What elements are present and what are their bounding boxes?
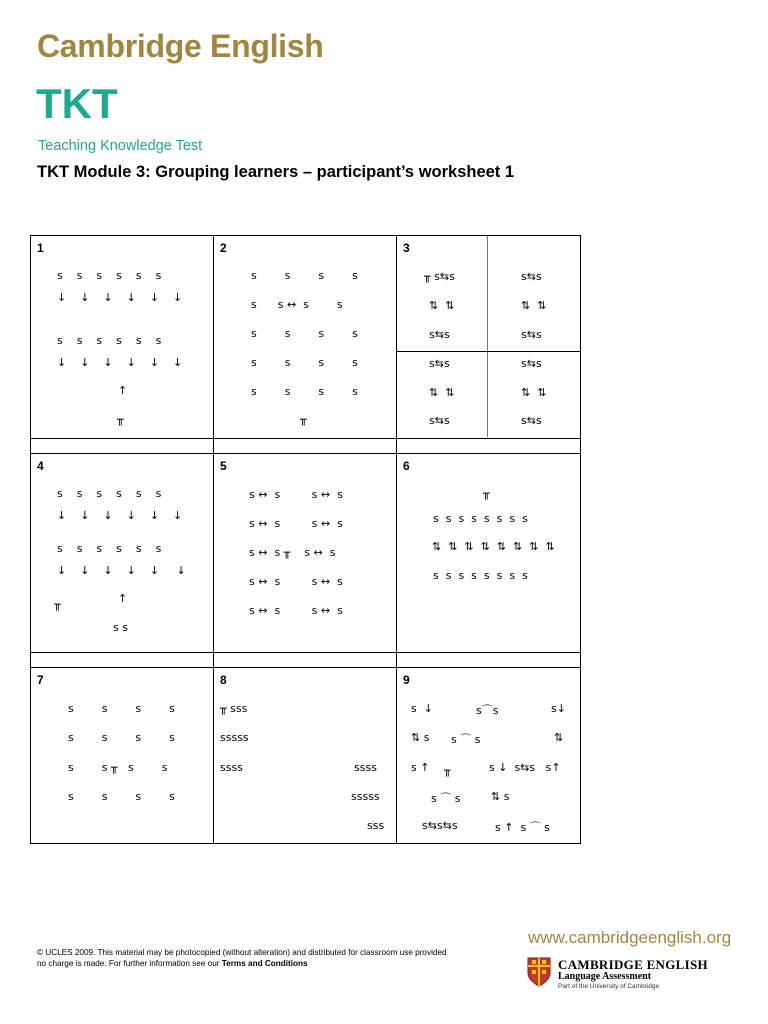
cell-1-row: ↑ — [118, 384, 128, 397]
cell-9-row: s ↓ s⇆s s↑ — [489, 761, 561, 774]
cell-3-row: ⇅ ⇅ — [521, 386, 547, 399]
cell-8-row: ╥ sss — [220, 702, 248, 715]
cell-3-row: ⇅ ⇅ — [521, 299, 547, 312]
teacher-symbol: ╥ — [117, 413, 124, 426]
worksheet-grid — [30, 235, 581, 844]
cell-5-row: s ↔ s s ↔ s — [249, 517, 343, 530]
cell-3-row: s⇆s — [521, 357, 542, 370]
cell-8-row: sss — [367, 819, 385, 832]
cell-number: 9 — [403, 673, 410, 687]
product-logo: TKT — [36, 80, 118, 127]
cell-7-row: s s s s — [68, 702, 175, 715]
cell-1-row: s s s s s s — [57, 269, 162, 282]
cell-9-row: s ↑ — [411, 761, 430, 774]
cell-number: 7 — [37, 673, 44, 687]
cell-number: 1 — [37, 241, 44, 255]
cell-9-row: s↓ — [551, 702, 566, 715]
cell-number: 5 — [220, 459, 227, 473]
cell-2-row: s s ↔ s s — [251, 298, 343, 311]
teacher-symbol: ╥ — [54, 598, 61, 611]
cell-8-row: sssss — [351, 790, 380, 803]
cell-9-row: s ↑ s ⌒ s — [495, 821, 550, 834]
cell-number: 8 — [220, 673, 227, 687]
cell-3-row: s⇆s — [521, 328, 542, 341]
cell-number: 3 — [403, 241, 410, 255]
teacher-symbol: ╥ — [444, 764, 451, 777]
terms-link[interactable]: Terms and Conditions — [221, 959, 308, 968]
cell-8-row: sssss — [220, 731, 249, 744]
cell-2-row: s s s s — [251, 269, 358, 282]
cell-9-row: ⇅ s — [491, 790, 510, 803]
cell-4-row: ↓ ↓ ↓ ↓ ↓ ↓ — [57, 564, 186, 577]
cell-number: 4 — [37, 459, 44, 473]
cell-6-row: s s s s s s s s — [433, 512, 528, 525]
cell-8-row: ssss — [354, 761, 377, 774]
grid-divider — [31, 667, 580, 668]
page-title: TKT Module 3: Grouping learners – participant’s worksheet 1 — [37, 163, 515, 181]
cell-9-row: s⌒s — [476, 704, 499, 717]
cell-3-row: s⇆s — [521, 270, 542, 283]
cell-7-row: s s s s — [68, 731, 175, 744]
org-name: CAMBRIDGE ENGLISH — [558, 957, 708, 972]
cell-5-row: s ↔ s s ↔ s — [249, 575, 343, 588]
website-url[interactable]: www.cambridgeenglish.org — [528, 928, 732, 947]
grid-divider — [213, 236, 214, 843]
org-subtitle: Language Assessment — [558, 971, 652, 982]
grid-divider — [397, 351, 580, 352]
cell-9-row: s ↓ — [411, 702, 433, 715]
cell-4-row: s s s s s s — [57, 542, 162, 555]
cell-number: 6 — [403, 459, 410, 473]
org-tagline: Part of the University of Cambridge — [558, 983, 660, 990]
cell-3-row: s⇆s — [521, 414, 542, 427]
cell-9-row: s ⌒ s — [431, 792, 461, 805]
cell-5-row: s ↔ s s ↔ s — [249, 488, 343, 501]
cell-4-row: ↓ ↓ ↓ ↓ ↓ ↓ — [57, 509, 183, 522]
grid-divider — [31, 438, 580, 439]
cell-9-row: s⇆s⇆s — [422, 819, 458, 832]
cell-7-row: s s s s — [68, 790, 175, 803]
cell-3-row: ⇅ ⇅ — [429, 386, 455, 399]
cell-number: 2 — [220, 241, 227, 255]
cell-3-row: s⇆s — [429, 328, 450, 341]
cell-4-row: ↑ — [118, 592, 128, 605]
cell-3-row: s⇆s — [429, 414, 450, 427]
teacher-symbol: ╥ — [300, 413, 307, 426]
grid-divider — [31, 453, 580, 454]
copyright-notice — [37, 947, 457, 969]
cambridge-crest-icon — [527, 957, 551, 987]
cell-7-row: s s ╥ s s — [68, 761, 168, 774]
cell-3-row: s⇆s — [429, 357, 450, 370]
cell-2-row: s s s s — [251, 356, 358, 369]
grid-divider — [487, 236, 488, 437]
cell-1-row: s s s s s s — [57, 334, 162, 347]
cell-9-row: ⇅ — [554, 731, 564, 744]
cell-2-row: s s s s — [251, 327, 358, 340]
grid-divider — [31, 652, 580, 653]
cell-2-row: s s s s — [251, 385, 358, 398]
cell-1-row: ↓ ↓ ↓ ↓ ↓ ↓ — [57, 356, 183, 369]
cell-5-row: s ↔ s ╥ s ↔ s — [249, 546, 336, 559]
cell-8-row: ssss — [220, 761, 243, 774]
cell-9-row: ⇅ s — [411, 731, 430, 744]
cell-6-row: s s s s s s s s — [433, 569, 528, 582]
cell-4-row: s s s s s s — [57, 487, 162, 500]
cell-4-row: s s — [113, 621, 128, 634]
copyright-text: © UCLES 2009. This material may be photocopied (without alteration) and distributed for classroom use provided no charge is made. For further information see our — [37, 948, 447, 968]
cell-3-row: ╥ s⇆s — [424, 270, 455, 283]
cell-9-row: s ⌒ s — [451, 733, 481, 746]
cell-6-row: ⇅ ⇅ ⇅ ⇅ ⇅ ⇅ ⇅ ⇅ — [432, 540, 555, 553]
cell-1-row: ↓ ↓ ↓ ↓ ↓ ↓ — [57, 291, 183, 304]
cell-5-row: s ↔ s s ↔ s — [249, 604, 343, 617]
brand-title: Cambridge English — [37, 28, 324, 64]
product-subtitle: Teaching Knowledge Test — [38, 138, 203, 154]
grid-divider — [396, 236, 397, 843]
teacher-symbol: ╥ — [483, 487, 490, 500]
cell-3-row: ⇅ ⇅ — [429, 299, 455, 312]
